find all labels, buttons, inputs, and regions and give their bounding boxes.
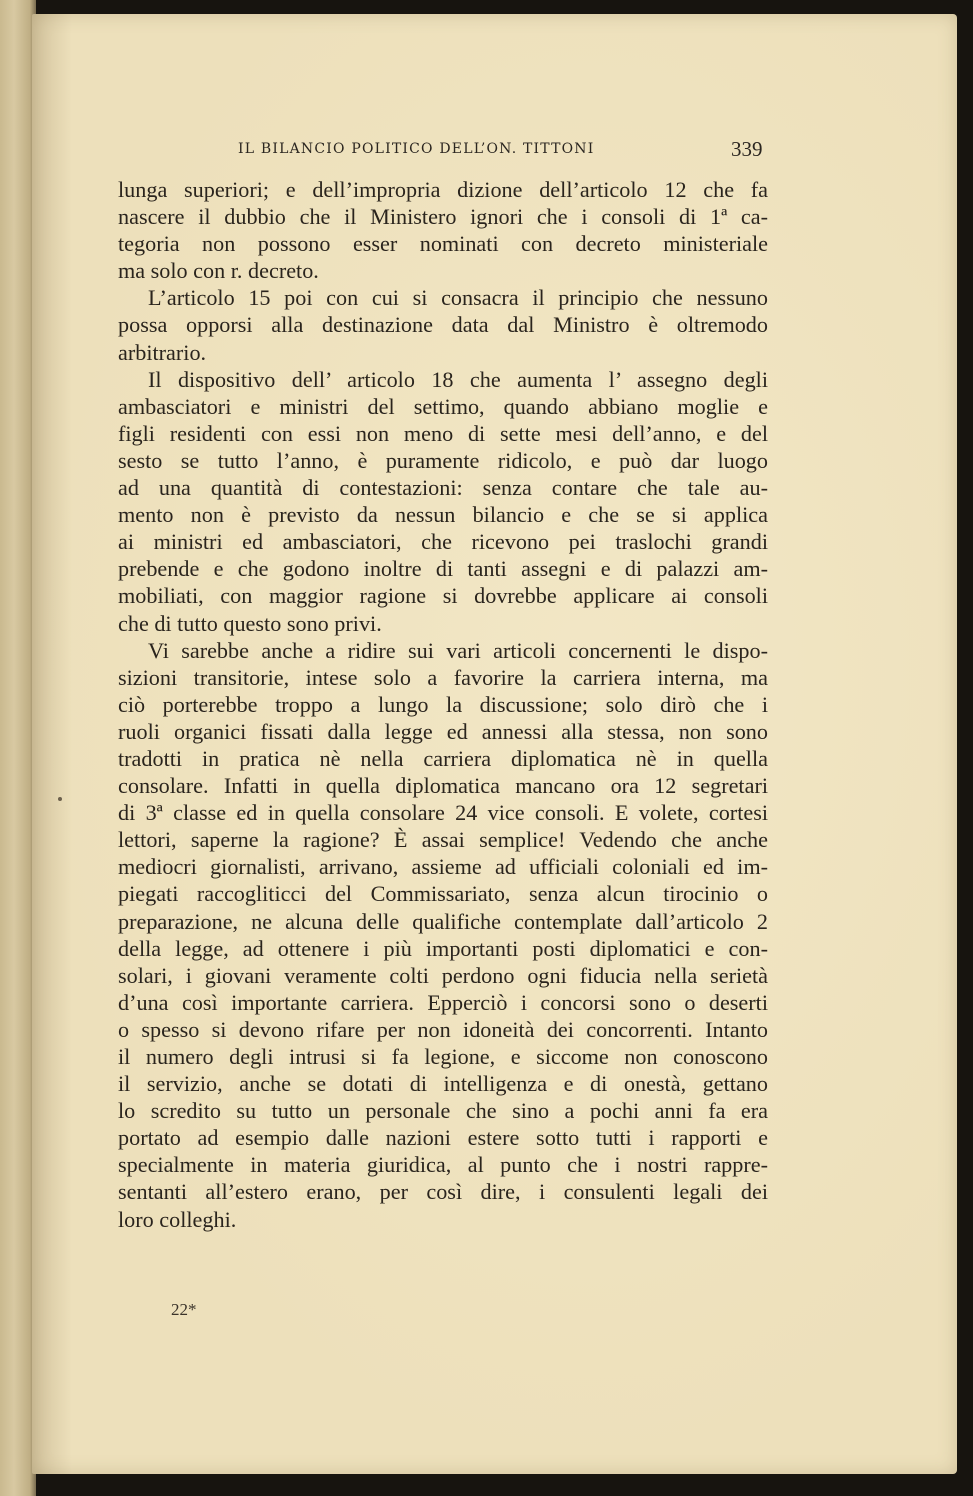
text-line: ad una quantità di contestazioni: senza contare che tale au- <box>118 475 768 501</box>
text-line: prebende e che godono inoltre di tanti assegni e di palazzi am- <box>118 556 768 582</box>
text-line: mobiliati, con maggior ragione si dovrebbe applicare ai consoli <box>118 583 768 609</box>
text-line: il numero degli intrusi si fa legione, e siccome non conoscono <box>118 1044 768 1069</box>
text-line: ma solo con r. decreto. <box>118 258 319 284</box>
text-line: di 3ª classe ed in quella consolare 24 vice consoli. E volete, cortesi <box>118 800 768 826</box>
text-line: lo scredito su tutto un personale che sino a pochi anni fa era <box>118 1098 768 1124</box>
text-line: nascere il dubbio che il Ministero ignori che i consoli di 1ª ca- <box>118 204 768 230</box>
text-line: lunga superiori; e dell’impropria dizione dell’articolo 12 che fa <box>118 177 768 202</box>
text-line: Vi sarebbe anche a ridire sui vari articoli concernenti le dispo- <box>148 637 768 663</box>
text-line: sesto se tutto l’anno, è puramente ridicolo, e può dar luogo <box>118 447 768 473</box>
text-line: della legge, ad ottenere i più importanti posti diplomatici e con- <box>118 935 768 961</box>
running-header: IL BILANCIO POLITICO DELL’ON. TITTONI <box>238 141 595 157</box>
text-line: mento non è previsto da nessun bilancio e che se si applica <box>118 502 768 528</box>
text-line: d’una così importante carriera. Epperciò i concorsi sono o deserti <box>118 989 768 1015</box>
text-line: sizioni transitorie, intese solo a favorire la carriera interna, ma <box>118 664 768 690</box>
text-line: specialmente in materia giuridica, al punto che i nostri rappre- <box>118 1152 768 1178</box>
text-line: il servizio, anche se dotati di intelligenza e di onestà, gettano <box>118 1071 768 1097</box>
text-line: mediocri giornalisti, arrivano, assieme ad ufficiali coloniali ed im- <box>118 854 768 880</box>
text-line: piegati raccogliticci del Commissariato, senza alcun tirocinio o <box>118 881 768 907</box>
body-text <box>118 176 768 1233</box>
text-line: tradotti in pratica nè nella carriera diplomatica nè in quella <box>118 745 768 771</box>
text-line: solari, i giovani veramente colti perdono ogni fiducia nella serietà <box>118 962 768 988</box>
facing-page-edge <box>0 0 36 1496</box>
text-line: figli residenti con essi non meno di sette mesi dell’anno, e del <box>118 420 768 446</box>
text-line: loro colleghi. <box>118 1206 237 1232</box>
text-line: ai ministri ed ambasciatori, che ricevono pei traslochi grandi <box>118 529 768 555</box>
text-line: ambasciatori e ministri del settimo, quando abbiano moglie e <box>118 393 768 419</box>
page-number: 339 <box>731 137 763 161</box>
text-line: preparazione, ne alcuna delle qualifiche contemplate dall’articolo 2 <box>118 908 768 934</box>
text-line: Il dispositivo dell’ articolo 18 che aumenta l’ assegno degli <box>148 366 768 392</box>
signature-mark: 22* <box>171 1300 197 1319</box>
text-line: arbitrario. <box>118 339 207 365</box>
text-line: lettori, saperne la ragione? È assai semplice! Vedendo che anche <box>118 827 768 853</box>
text-line: che di tutto questo sono privi. <box>118 610 382 636</box>
text-line: L’articolo 15 poi con cui si consacra il principio che nessuno <box>148 285 768 311</box>
text-line: sentanti all’estero erano, per così dire, i consulenti legali dei <box>118 1179 768 1205</box>
text-line: tegoria non possono esser nominati con decreto ministeriale <box>118 231 768 257</box>
text-line: consolare. Infatti in quella diplomatica mancano ora 12 segretari <box>118 773 768 799</box>
text-line: o spesso si devono rifare per non idoneità dei concorrenti. Intanto <box>118 1016 768 1042</box>
text-line: ruoli organici fissati dalla legge ed annessi alla stessa, non sono <box>118 718 768 744</box>
text-line: ciò porterebbe troppo a lungo la discussione; solo dirò che i <box>118 691 768 717</box>
text-line: portato ad esempio dalle nazioni estere sotto tutti i rapporti e <box>118 1125 768 1151</box>
margin-dot <box>58 797 62 801</box>
text-line: possa opporsi alla destinazione data dal Ministro è oltremodo <box>118 312 768 338</box>
